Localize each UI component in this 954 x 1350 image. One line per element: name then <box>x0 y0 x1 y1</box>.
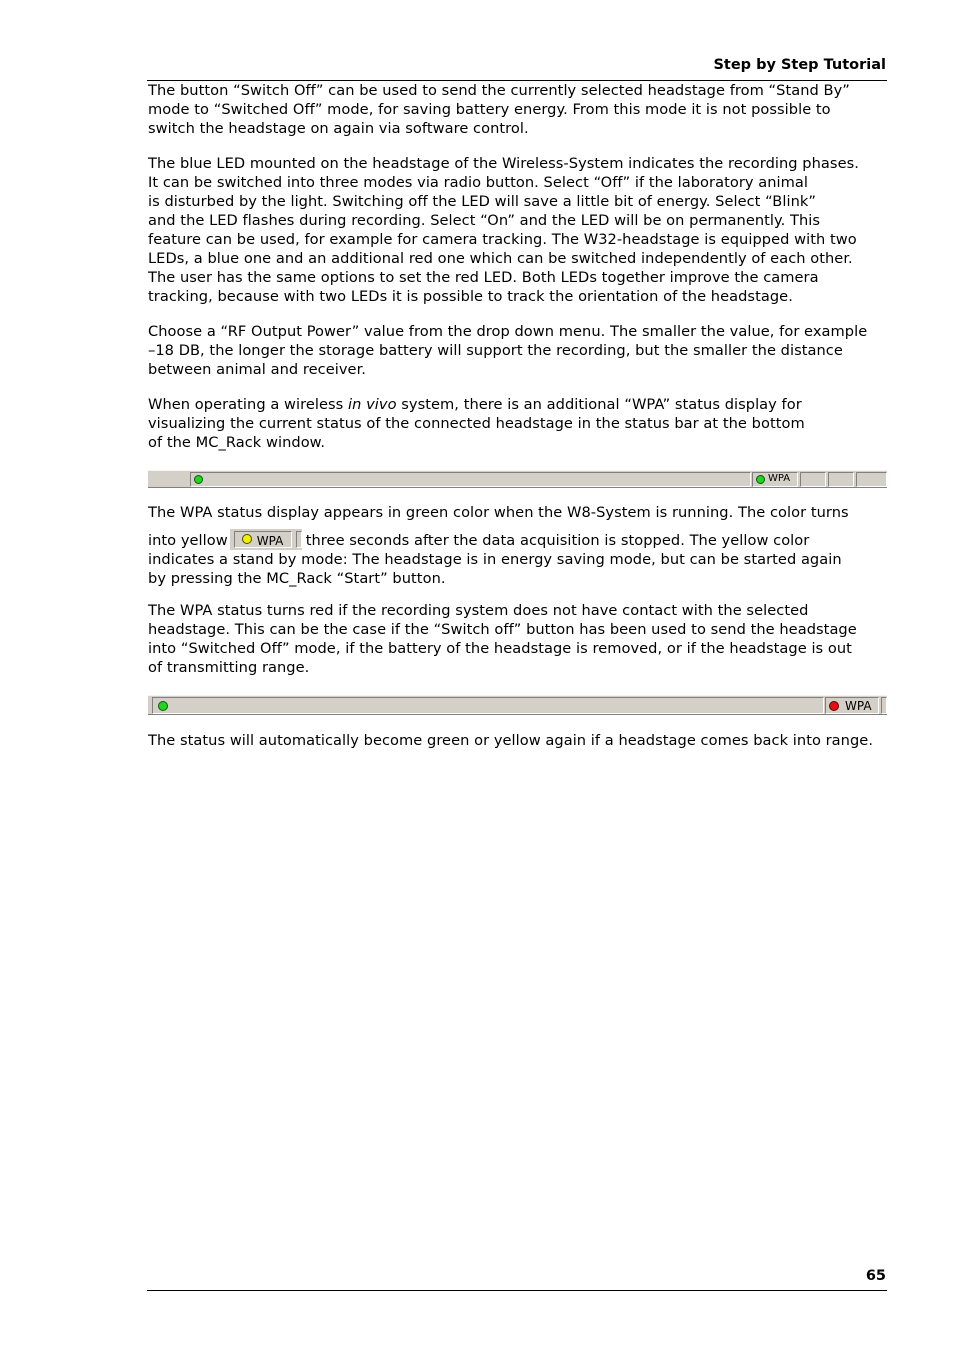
text-line: The user has the same options to set the red LED. Both LEDs together improve the camera <box>148 269 819 286</box>
text-line: between animal and receiver. <box>148 361 366 378</box>
running-header-title: Step by Step Tutorial <box>713 57 886 73</box>
text-line: The WPA status turns red if the recording system does not have contact with the selected <box>148 602 809 619</box>
text-line: indicates a stand by mode: The headstage is in energy saving mode, but can be started again <box>148 551 842 568</box>
text-line: headstage. This can be the case if the “Switch off” button has been used to send the headstage <box>148 621 857 638</box>
statusbar-panel <box>881 697 887 714</box>
paragraph-wpa-status <box>148 395 888 452</box>
paragraph-rf-output <box>148 322 888 379</box>
green-led-icon <box>158 701 168 711</box>
statusbar-panel <box>296 531 302 548</box>
paragraph-switch-off <box>148 81 888 138</box>
wpa-status-panel <box>234 531 292 548</box>
text-line: mode to “Switched Off” mode, for saving battery energy. From this mode it is not possible to <box>148 101 831 118</box>
wpa-yellow-status-badge <box>230 529 302 550</box>
green-led-icon <box>194 475 203 484</box>
text-line: The WPA status display appears in green color when the W8-System is running. The color turns <box>148 504 849 521</box>
italic-text: in vivo <box>348 396 397 413</box>
page-number: 65 <box>865 1268 886 1284</box>
text-line: It can be switched into three modes via radio button. Select “Off” if the laboratory animal <box>148 174 809 191</box>
green-led-icon <box>756 475 765 484</box>
statusbar-green-example <box>148 470 887 488</box>
statusbar-panel <box>800 472 826 487</box>
paragraph-status-recover <box>148 731 888 750</box>
statusbar-panel <box>856 472 887 487</box>
paragraph-wpa-red <box>148 601 888 677</box>
wpa-label: WPA <box>768 473 791 484</box>
statusbar-red-example <box>148 695 887 715</box>
text-line: is disturbed by the light. Switching off the LED will save a little bit of energy. Select “Blink” <box>148 193 816 210</box>
text-line: into “Switched Off” mode, if the battery of the headstage is removed, or if the headstage is out <box>148 640 852 657</box>
text-line <box>148 395 888 414</box>
text-line: and the LED flashes during recording. Select “On” and the LED will be on permanently. This <box>148 212 821 229</box>
wpa-label: WPA <box>256 534 284 548</box>
text-line: of the MC_Rack window. <box>148 434 326 451</box>
text-run: into yellow <box>148 532 228 549</box>
text-line: Choose a “RF Output Power” value from the drop down menu. The smaller the value, for example <box>148 323 868 340</box>
text-run: three seconds after the data acquisition is stopped. The yellow color <box>305 532 810 549</box>
statusbar-main-panel <box>152 697 824 714</box>
text-line: The status will automatically become green or yellow again if a headstage comes back into range. <box>148 732 874 749</box>
paragraph-blue-led <box>148 154 888 306</box>
red-led-icon <box>829 701 839 711</box>
text-line: LEDs, a blue one and an additional red one which can be switched independently of each other. <box>148 250 853 267</box>
text-line: feature can be used, for example for camera tracking. The W32-headstage is equipped with two <box>148 231 857 248</box>
text-line: visualizing the current status of the connected headstage in the status bar at the bottom <box>148 415 805 432</box>
text-line: by pressing the MC_Rack “Start” button. <box>148 570 446 587</box>
footer-rule <box>147 1290 887 1291</box>
wpa-status-panel <box>825 697 879 714</box>
text-line <box>148 529 888 550</box>
paragraph-wpa-colors <box>148 503 888 588</box>
text-line: of transmitting range. <box>148 659 310 676</box>
wpa-label: WPA <box>845 699 872 713</box>
statusbar-main-panel <box>190 472 751 487</box>
text-run: system, there is an additional “WPA” status display for <box>396 396 802 413</box>
statusbar-panel <box>828 472 854 487</box>
text-line: The button “Switch Off” can be used to send the currently selected headstage from “Stand By” <box>148 82 850 99</box>
yellow-led-icon <box>242 534 252 544</box>
text-line: tracking, because with two LEDs it is possible to track the orientation of the headstage. <box>148 288 793 305</box>
wpa-status-panel <box>752 472 798 487</box>
text-run: When operating a wireless <box>148 396 348 413</box>
text-line: switch the headstage on again via software control. <box>148 120 529 137</box>
text-line: –18 DB, the longer the storage battery will support the recording, but the smaller the distance <box>148 342 843 359</box>
text-line: The blue LED mounted on the headstage of the Wireless-System indicates the recording phases. <box>148 155 859 172</box>
